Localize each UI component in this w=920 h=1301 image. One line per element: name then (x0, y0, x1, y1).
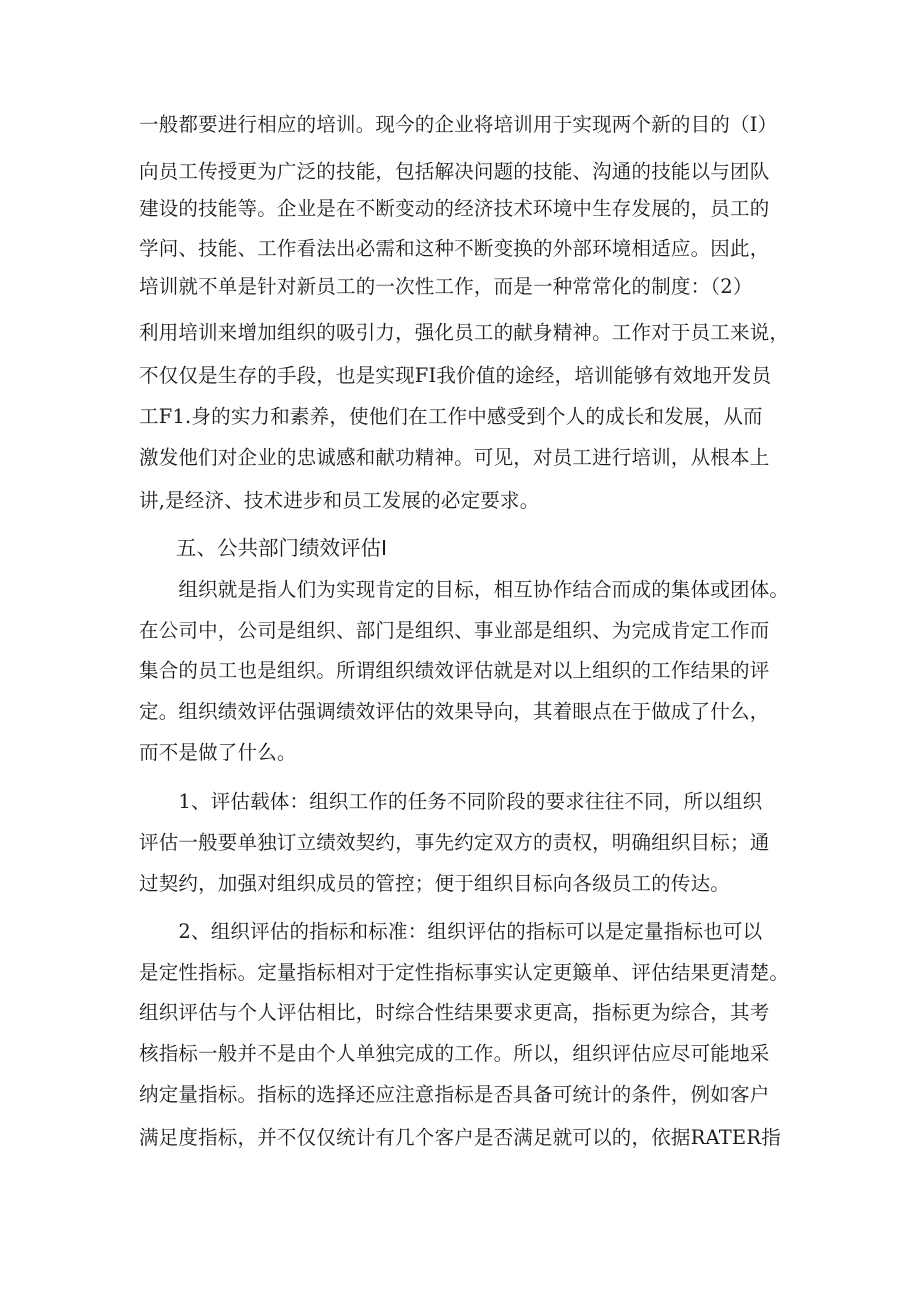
paragraph-line: 工F1.身的实力和素养，使他们在工作中感受到个人的成长和发展，从而 (139, 405, 763, 428)
section-heading: 五、公共部门绩效评估I (176, 536, 388, 560)
list-item-line: 2、组织评估的指标和标准：组织评估的指标可以是定量指标也可以 (139, 920, 763, 943)
paragraph-line: 学问、技能、工作看法出必需和这种不断变换的外部环境相适应。因此， (139, 237, 770, 260)
paragraph-line: 在公司中，公司是组织、部门是组织、事业部是组织、为完成肯定工作而 (139, 619, 770, 642)
paragraph-line: 不仅仅是生存的手段，也是实现FI我价值的途经，培训能够有效地开发员 (139, 364, 772, 387)
list-item-line: 1、评估载体：组织工作的任务不同阶段的要求往往不同，所以组织 (139, 790, 763, 813)
paragraph-line: 组织就是指人们为实现肯定的目标，相互协作结合而成的集体或团体。 (139, 578, 790, 601)
list-item-line: 是定性指标。定量指标相对于定性指标事实认定更簸单、评估结果更清楚。 (139, 961, 790, 984)
list-item-line: 纳定量指标。指标的选择还应注意指标是否具备可统计的条件，例如客户 (139, 1083, 770, 1106)
paragraph-line: 培训就不单是针对新员工的一次性工作，而是一种常常化的制度：（2） (139, 275, 753, 298)
paragraph-line: 而不是做了什么。 (139, 741, 297, 764)
paragraph-line: 建设的技能等。企业是在不断变动的经济技术环境中生存发展的，员工的 (139, 197, 770, 220)
paragraph-line: 一般都要进行相应的培训。现今的企业将培训用于实现两个新的目的（I） (139, 113, 778, 136)
list-item-line: 组织评估与个人评估相比，时综合性结果要求更高，指标更为综合，其考 (139, 1001, 770, 1024)
list-item-line: 核指标一般并不是由个人单独完成的工作。所以，组织评估应尽可能地采 (139, 1042, 770, 1065)
list-item-line: 满足度指标，并不仅仅统计有几个客户是否满足就可以的，依据RATER指 (139, 1126, 781, 1149)
paragraph-line: 定。组织绩效评估强调绩效评估的效果导向，其着眼点在于做成了什么， (139, 700, 770, 723)
paragraph-line: 讲,是经济、技术进步和员工发展的必定要求。 (139, 489, 540, 512)
paragraph-line: 向员工传授更为广泛的技能，包括解决问题的技能、沟通的技能以与团队 (139, 160, 770, 183)
paragraph-line: 激发他们对企业的忠诚感和献功精神。可见，对员工进行培训，从根本上 (139, 446, 770, 469)
list-item-line: 评估一般要单独订立绩效契约，事先约定双方的责权，明确组织目标；通 (139, 831, 770, 854)
paragraph-line: 集合的员工也是组织。所谓组织绩效评估就是对以上组织的工作结果的评 (139, 659, 770, 682)
list-item-line: 过契约，加强对组织成员的管控；便于组织目标向各级员工的传达。 (139, 872, 731, 895)
paragraph-line: 利用培训来增加组织的吸引力，强化员工的献身精神。工作对于员工来说， (139, 321, 790, 344)
